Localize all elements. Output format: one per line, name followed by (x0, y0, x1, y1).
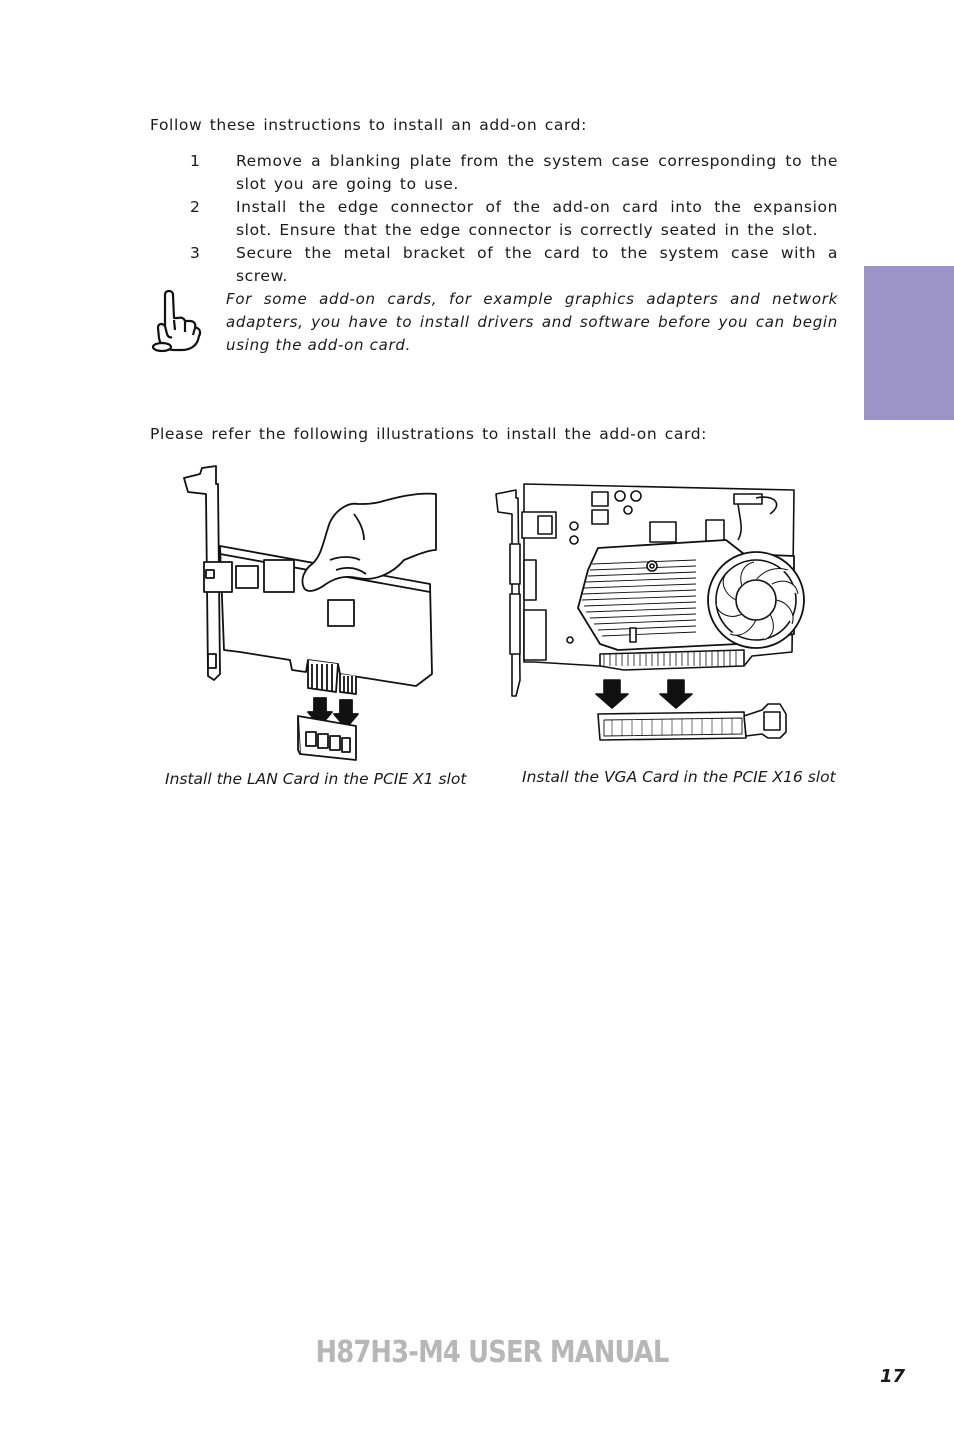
vga-card-illustration (494, 484, 804, 744)
intro-text: Follow these instructions to install an add-on card: (150, 116, 587, 134)
pointing-hand-icon (150, 288, 206, 354)
step-number: 3 (190, 244, 201, 262)
footer-manual-title: H87H3-M4 USER MANUAL (315, 1335, 669, 1370)
step-text: Secure the metal bracket of the card to the system case with a screw. (236, 244, 838, 285)
step-text: Install the edge connector of the add-on card into the expansion slot. Ensure that the edge connector is correctly seated in the slot. (236, 198, 838, 239)
note-text: For some add-on cards, for example graphics adapters and network adapters, you have to install drivers and software before you can begin using the add-on card. (226, 290, 838, 354)
list-item (190, 242, 838, 288)
lan-card-illustration (180, 464, 440, 764)
refer-text: Please refer the following illustrations to install the add-on card: (150, 425, 707, 443)
vga-figure-caption: Install the VGA Card in the PCIE X16 slot (522, 768, 836, 786)
step-number: 1 (190, 152, 201, 170)
page-number: 17 (880, 1366, 906, 1387)
chapter-side-tab (864, 266, 954, 420)
step-text: Remove a blanking plate from the system case corresponding to the slot you are going to use. (236, 152, 838, 193)
list-item (190, 150, 838, 196)
steps-list (190, 150, 838, 288)
list-item (190, 196, 838, 242)
step-number: 2 (190, 198, 201, 216)
lan-figure-caption: Install the LAN Card in the PCIE X1 slot (165, 770, 467, 788)
